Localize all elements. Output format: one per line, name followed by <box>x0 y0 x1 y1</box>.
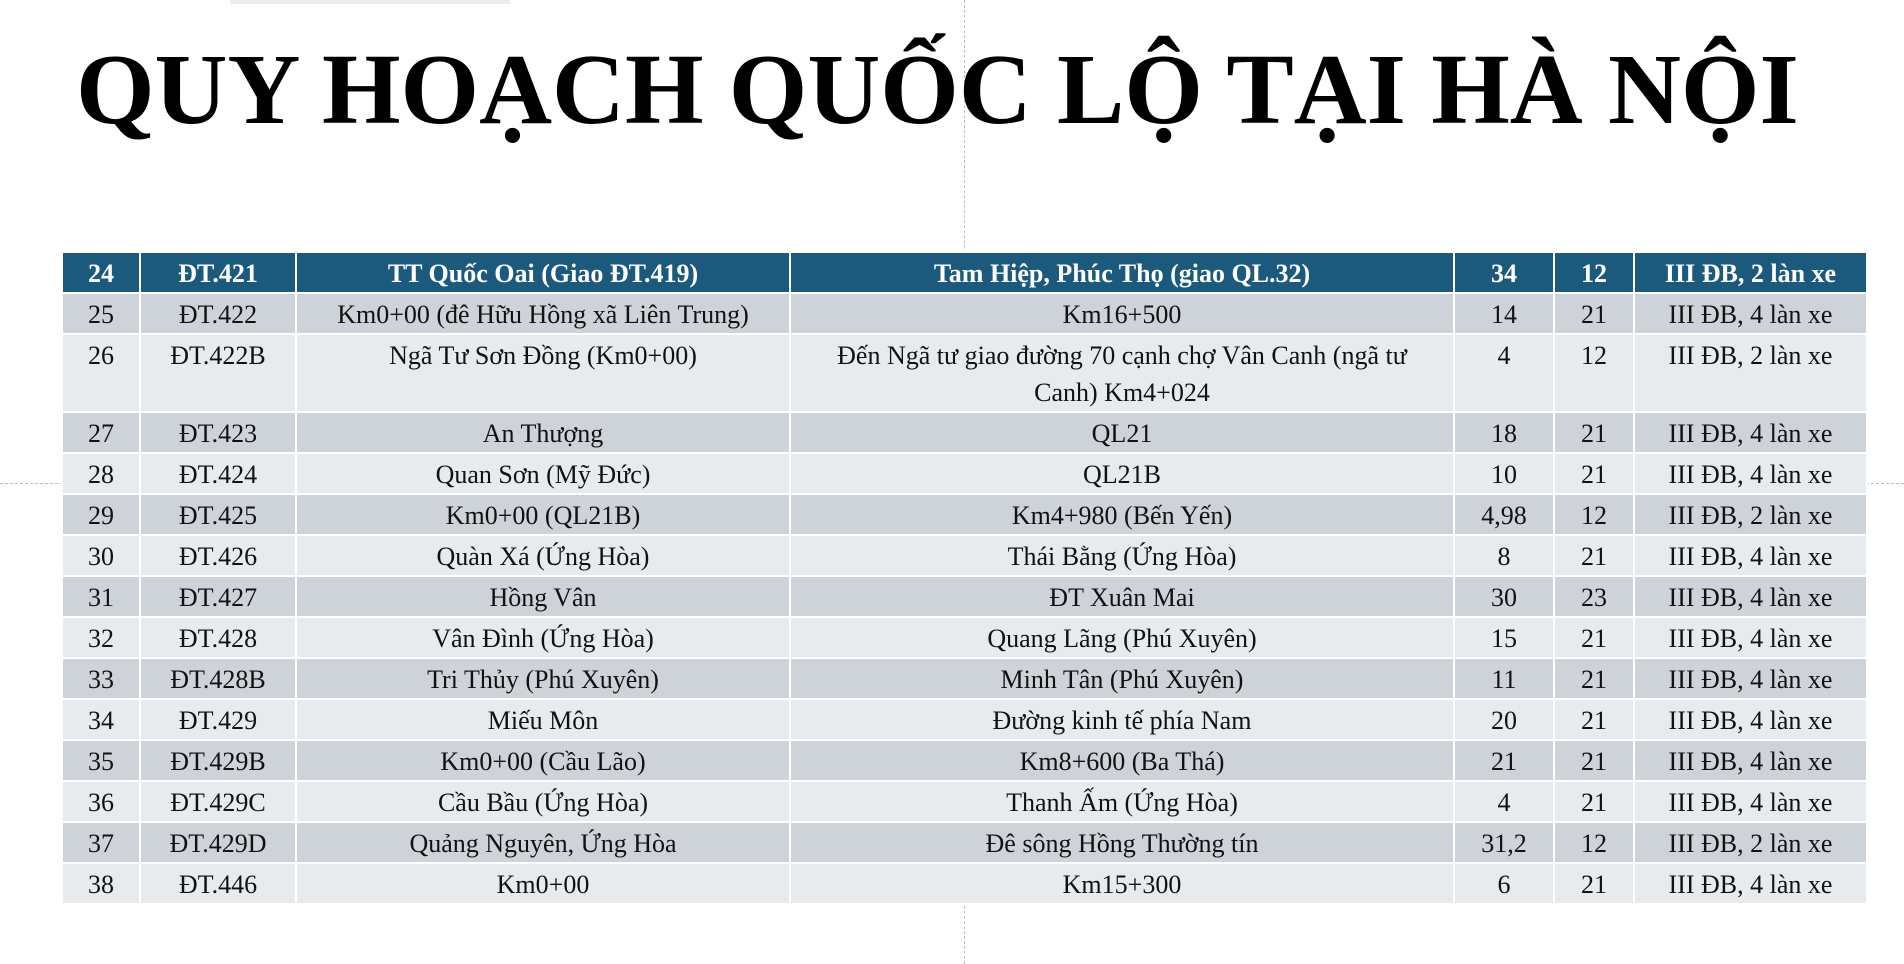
cell-stt[interactable]: 35 <box>62 740 140 781</box>
cell-road-code[interactable]: ĐT.429B <box>140 740 296 781</box>
table-row <box>62 453 1867 494</box>
cell-road-code[interactable]: ĐT.425 <box>140 494 296 535</box>
cell-stt[interactable]: 38 <box>62 863 140 904</box>
cell-width[interactable]: 21 <box>1554 453 1634 494</box>
cell-grade[interactable]: III ĐB, 4 làn xe <box>1634 412 1867 453</box>
cell-length[interactable]: 4 <box>1454 781 1554 822</box>
cell-grade[interactable]: III ĐB, 4 làn xe <box>1634 293 1867 334</box>
cell-start-point[interactable]: An Thượng <box>296 412 790 453</box>
cell-grade[interactable]: III ĐB, 4 làn xe <box>1634 535 1867 576</box>
cell-road-code[interactable]: ĐT.423 <box>140 412 296 453</box>
cell-end-point[interactable]: Km8+600 (Ba Thá) <box>790 740 1454 781</box>
cell-start-point[interactable]: Ngã Tư Sơn Đồng (Km0+00) <box>296 334 790 412</box>
cell-road-code[interactable]: ĐT.424 <box>140 453 296 494</box>
cell-stt[interactable]: 24 <box>62 252 140 293</box>
cell-road-code[interactable]: ĐT.429D <box>140 822 296 863</box>
cell-road-code[interactable]: ĐT.446 <box>140 863 296 904</box>
cell-end-point[interactable]: Quang Lãng (Phú Xuyên) <box>790 617 1454 658</box>
table-row <box>62 494 1867 535</box>
cell-stt[interactable]: 30 <box>62 535 140 576</box>
cell-stt[interactable]: 32 <box>62 617 140 658</box>
cell-width[interactable]: 12 <box>1554 252 1634 293</box>
cell-length[interactable]: 4,98 <box>1454 494 1554 535</box>
cell-end-point[interactable]: Km4+980 (Bến Yến) <box>790 494 1454 535</box>
cell-end-point[interactable]: Tam Hiệp, Phúc Thọ (giao QL.32) <box>790 252 1454 293</box>
cell-length[interactable]: 6 <box>1454 863 1554 904</box>
table-row <box>62 699 1867 740</box>
cell-length[interactable]: 18 <box>1454 412 1554 453</box>
cell-end-point[interactable]: Đường kinh tế phía Nam <box>790 699 1454 740</box>
cell-stt[interactable]: 25 <box>62 293 140 334</box>
cell-grade[interactable]: III ĐB, 2 làn xe <box>1634 494 1867 535</box>
cell-length[interactable]: 34 <box>1454 252 1554 293</box>
cell-stt[interactable]: 34 <box>62 699 140 740</box>
cell-road-code[interactable]: ĐT.422 <box>140 293 296 334</box>
cell-start-point[interactable]: Hồng Vân <box>296 576 790 617</box>
cell-grade[interactable]: III ĐB, 4 làn xe <box>1634 699 1867 740</box>
table-row <box>62 293 1867 334</box>
cell-grade[interactable]: III ĐB, 4 làn xe <box>1634 453 1867 494</box>
cell-start-point[interactable]: Km0+00 (QL21B) <box>296 494 790 535</box>
cell-start-point[interactable]: Quảng Nguyên, Ứng Hòa <box>296 822 790 863</box>
cell-end-point[interactable]: Đê sông Hồng Thường tín <box>790 822 1454 863</box>
table-row <box>62 658 1867 699</box>
table-row <box>62 822 1867 863</box>
cell-width[interactable]: 21 <box>1554 293 1634 334</box>
cell-end-point[interactable]: Minh Tân (Phú Xuyên) <box>790 658 1454 699</box>
cell-end-point[interactable]: Km16+500 <box>790 293 1454 334</box>
cell-start-point[interactable]: Quàn Xá (Ứng Hòa) <box>296 535 790 576</box>
cell-width[interactable]: 12 <box>1554 494 1634 535</box>
cell-length[interactable]: 10 <box>1454 453 1554 494</box>
cell-grade[interactable]: III ĐB, 4 làn xe <box>1634 658 1867 699</box>
road-table[interactable] <box>61 251 1868 905</box>
cell-grade[interactable]: III ĐB, 4 làn xe <box>1634 863 1867 904</box>
cell-stt[interactable]: 26 <box>62 334 140 412</box>
cell-grade[interactable]: III ĐB, 2 làn xe <box>1634 334 1867 412</box>
cell-road-code[interactable]: ĐT.426 <box>140 535 296 576</box>
cell-stt[interactable]: 37 <box>62 822 140 863</box>
cell-length[interactable]: 31,2 <box>1454 822 1554 863</box>
cell-end-point[interactable]: QL21B <box>790 453 1454 494</box>
cell-road-code[interactable]: ĐT.421 <box>140 252 296 293</box>
cell-length[interactable]: 8 <box>1454 535 1554 576</box>
cell-start-point[interactable]: Quan Sơn (Mỹ Đức) <box>296 453 790 494</box>
table-row <box>62 576 1867 617</box>
cell-width[interactable]: 21 <box>1554 617 1634 658</box>
cell-start-point[interactable]: Km0+00 (Cầu Lão) <box>296 740 790 781</box>
cell-length[interactable]: 20 <box>1454 699 1554 740</box>
cell-end-point[interactable]: Thanh Ấm (Ứng Hòa) <box>790 781 1454 822</box>
cell-end-point[interactable]: Km15+300 <box>790 863 1454 904</box>
table-row <box>62 863 1867 904</box>
cell-stt[interactable]: 36 <box>62 781 140 822</box>
cell-stt[interactable]: 33 <box>62 658 140 699</box>
cell-width[interactable]: 21 <box>1554 412 1634 453</box>
cell-length[interactable]: 11 <box>1454 658 1554 699</box>
cell-road-code[interactable]: ĐT.428 <box>140 617 296 658</box>
cell-width[interactable]: 12 <box>1554 334 1634 412</box>
cell-length[interactable]: 30 <box>1454 576 1554 617</box>
table-header-row <box>62 252 1867 293</box>
cell-start-point[interactable]: Vân Đình (Ứng Hòa) <box>296 617 790 658</box>
cell-road-code[interactable]: ĐT.428B <box>140 658 296 699</box>
cell-width[interactable]: 21 <box>1554 781 1634 822</box>
cell-width[interactable]: 21 <box>1554 863 1634 904</box>
slide-title[interactable]: QUY HOẠCH QUỐC LỘ TẠI HÀ NỘI <box>76 33 1799 145</box>
cell-width[interactable]: 21 <box>1554 658 1634 699</box>
cell-width[interactable]: 21 <box>1554 699 1634 740</box>
cell-stt[interactable]: 28 <box>62 453 140 494</box>
cell-start-point[interactable]: TT Quốc Oai (Giao ĐT.419) <box>296 252 790 293</box>
cell-stt[interactable]: 29 <box>62 494 140 535</box>
cell-width[interactable]: 23 <box>1554 576 1634 617</box>
cell-length[interactable]: 4 <box>1454 334 1554 412</box>
cell-start-point[interactable]: Km0+00 <box>296 863 790 904</box>
table-row <box>62 781 1867 822</box>
cell-grade[interactable]: III ĐB, 2 làn xe <box>1634 252 1867 293</box>
table-row <box>62 535 1867 576</box>
cell-width[interactable]: 21 <box>1554 740 1634 781</box>
cell-length[interactable]: 15 <box>1454 617 1554 658</box>
cell-width[interactable]: 12 <box>1554 822 1634 863</box>
cell-end-point[interactable]: ĐT Xuân Mai <box>790 576 1454 617</box>
cell-start-point[interactable]: Tri Thủy (Phú Xuyên) <box>296 658 790 699</box>
cell-grade[interactable]: III ĐB, 2 làn xe <box>1634 822 1867 863</box>
cell-length[interactable]: 21 <box>1454 740 1554 781</box>
cell-stt[interactable]: 31 <box>62 576 140 617</box>
table-row <box>62 412 1867 453</box>
cell-road-code[interactable]: ĐT.429 <box>140 699 296 740</box>
cell-end-point[interactable]: QL21 <box>790 412 1454 453</box>
cell-start-point[interactable]: Cầu Bầu (Ứng Hòa) <box>296 781 790 822</box>
slide-top-tab <box>230 0 510 4</box>
table-row <box>62 334 1867 412</box>
cell-road-code[interactable]: ĐT.429C <box>140 781 296 822</box>
cell-grade[interactable]: III ĐB, 4 làn xe <box>1634 576 1867 617</box>
cell-grade[interactable]: III ĐB, 4 làn xe <box>1634 781 1867 822</box>
cell-road-code[interactable]: ĐT.422B <box>140 334 296 412</box>
cell-road-code[interactable]: ĐT.427 <box>140 576 296 617</box>
cell-start-point[interactable]: Km0+00 (đê Hữu Hồng xã Liên Trung) <box>296 293 790 334</box>
cell-stt[interactable]: 27 <box>62 412 140 453</box>
cell-start-point[interactable]: Miếu Môn <box>296 699 790 740</box>
cell-end-point[interactable]: Thái Bằng (Ứng Hòa) <box>790 535 1454 576</box>
cell-grade[interactable]: III ĐB, 4 làn xe <box>1634 740 1867 781</box>
cell-grade[interactable]: III ĐB, 4 làn xe <box>1634 617 1867 658</box>
cell-width[interactable]: 21 <box>1554 535 1634 576</box>
table-row <box>62 740 1867 781</box>
cell-end-point[interactable]: Đến Ngã tư giao đường 70 cạnh chợ Vân Canh (ngã tư Canh) Km4+024 <box>790 334 1454 412</box>
cell-length[interactable]: 14 <box>1454 293 1554 334</box>
table-row <box>62 617 1867 658</box>
